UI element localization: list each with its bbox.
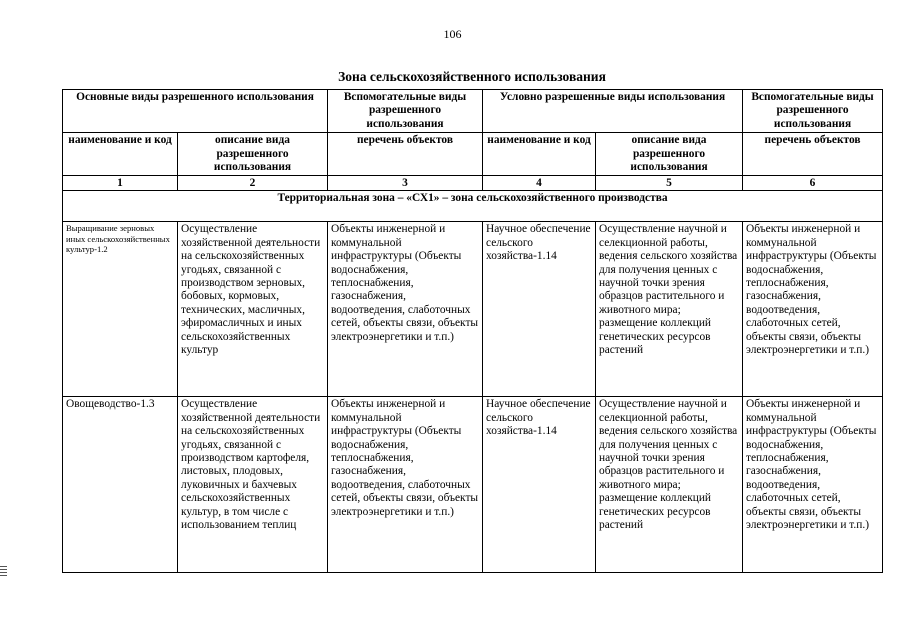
cell-name-code: Выращивание зерновых иных сельскохозяйственных культур-1.2 [63,222,178,397]
header-row-groups [63,90,883,133]
cell-cond-description: Осуществление научной и селекционной работы, ведения сельского хозяйства для получения ценных с научной точки зрения образцов растительного и животного мира; размещение коллекций генетических ресурсов растений [596,397,743,573]
column-number: 4 [483,176,596,191]
header-row-columns [63,133,883,176]
zone-heading: Территориальная зона – «СХ1» – зона сельскохозяйственного производства [63,191,883,222]
cell-description: Осуществление хозяйственной деятельности на сельскохозяйственных угодьях, связанной с производством картофеля, листовых, плодовых, луковичных и бахчевых сельскохозяйственных культур, в том числе с использованием теплиц [178,397,328,573]
page-number: 106 [443,27,462,41]
column-number: 5 [596,176,743,191]
cell-description: Осуществление хозяйственной деятельности на сельскохозяйственных угодьях, связанной с производством зерновых, бобовых, кормовых, технических, масличных, эфиромасличных и иных сельскохозяйственных культур [178,222,328,397]
header-conditional-types: Условно разрешенные виды использования [483,90,743,133]
land-use-table [62,89,883,573]
header-description-1: описание вида разрешенного использования [178,133,328,176]
header-objects-list-2: перечень объектов [743,133,883,176]
cell-cond-name-code: Научное обеспечение сельского хозяйства-1.14 [483,397,596,573]
column-number: 2 [178,176,328,191]
document-title: Зона сельскохозяйственного использования [338,69,606,84]
column-number: 1 [63,176,178,191]
cell-cond-description: Осуществление научной и селекционной работы, ведения сельского хозяйства для получения ценных с научной точки зрения образцов растительного и животного мира; размещение коллекций генетических ресурсов растений [596,222,743,397]
header-name-code-2: наименование и код [483,133,596,176]
zone-heading-row [63,191,883,222]
column-number: 6 [743,176,883,191]
cell-aux-objects: Объекты инженерной и коммунальной инфраструктуры (Объекты водоснабжения, теплоснабжения, газоснабжения, водоотведения, слаботочных сетей, объекты связи, объекты электроэнергетики и т.п.) [328,397,483,573]
header-main-types: Основные виды разрешенного использования [63,90,328,133]
column-number: 3 [328,176,483,191]
header-aux-types-1: Вспомогательные виды разрешенного использования [328,90,483,133]
cell-cond-aux-objects: Объекты инженерной и коммунальной инфраструктуры (Объекты водоснабжения, теплоснабжения, газоснабжения, водоотведения, слаботочных сетей, объекты связи, объекты электроэнергетики и т.п.) [743,397,883,573]
table-row [63,222,883,397]
cell-cond-name-code: Научное обеспечение сельского хозяйства-1.14 [483,222,596,397]
header-objects-list-1: перечень объектов [328,133,483,176]
header-name-code-1: наименование и код [63,133,178,176]
cell-cond-aux-objects: Объекты инженерной и коммунальной инфраструктуры (Объекты водоснабжения, теплоснабжения, газоснабжения, водоотведения, слаботочных сетей, объекты связи, объекты электроэнергетики и т.п.) [743,222,883,397]
scan-edge-mark [0,566,7,578]
table-row [63,397,883,573]
header-row-numbers [63,176,883,191]
header-aux-types-2: Вспомогательные виды разрешенного использования [743,90,883,133]
cell-aux-objects: Объекты инженерной и коммунальной инфраструктуры (Объекты водоснабжения, теплоснабжения, газоснабжения, водоотведения, слаботочных сетей, объекты связи, объекты электроэнергетики и т.п.) [328,222,483,397]
cell-name-code: Овощеводство-1.3 [63,397,178,573]
header-description-2: описание вида разрешенного использования [596,133,743,176]
